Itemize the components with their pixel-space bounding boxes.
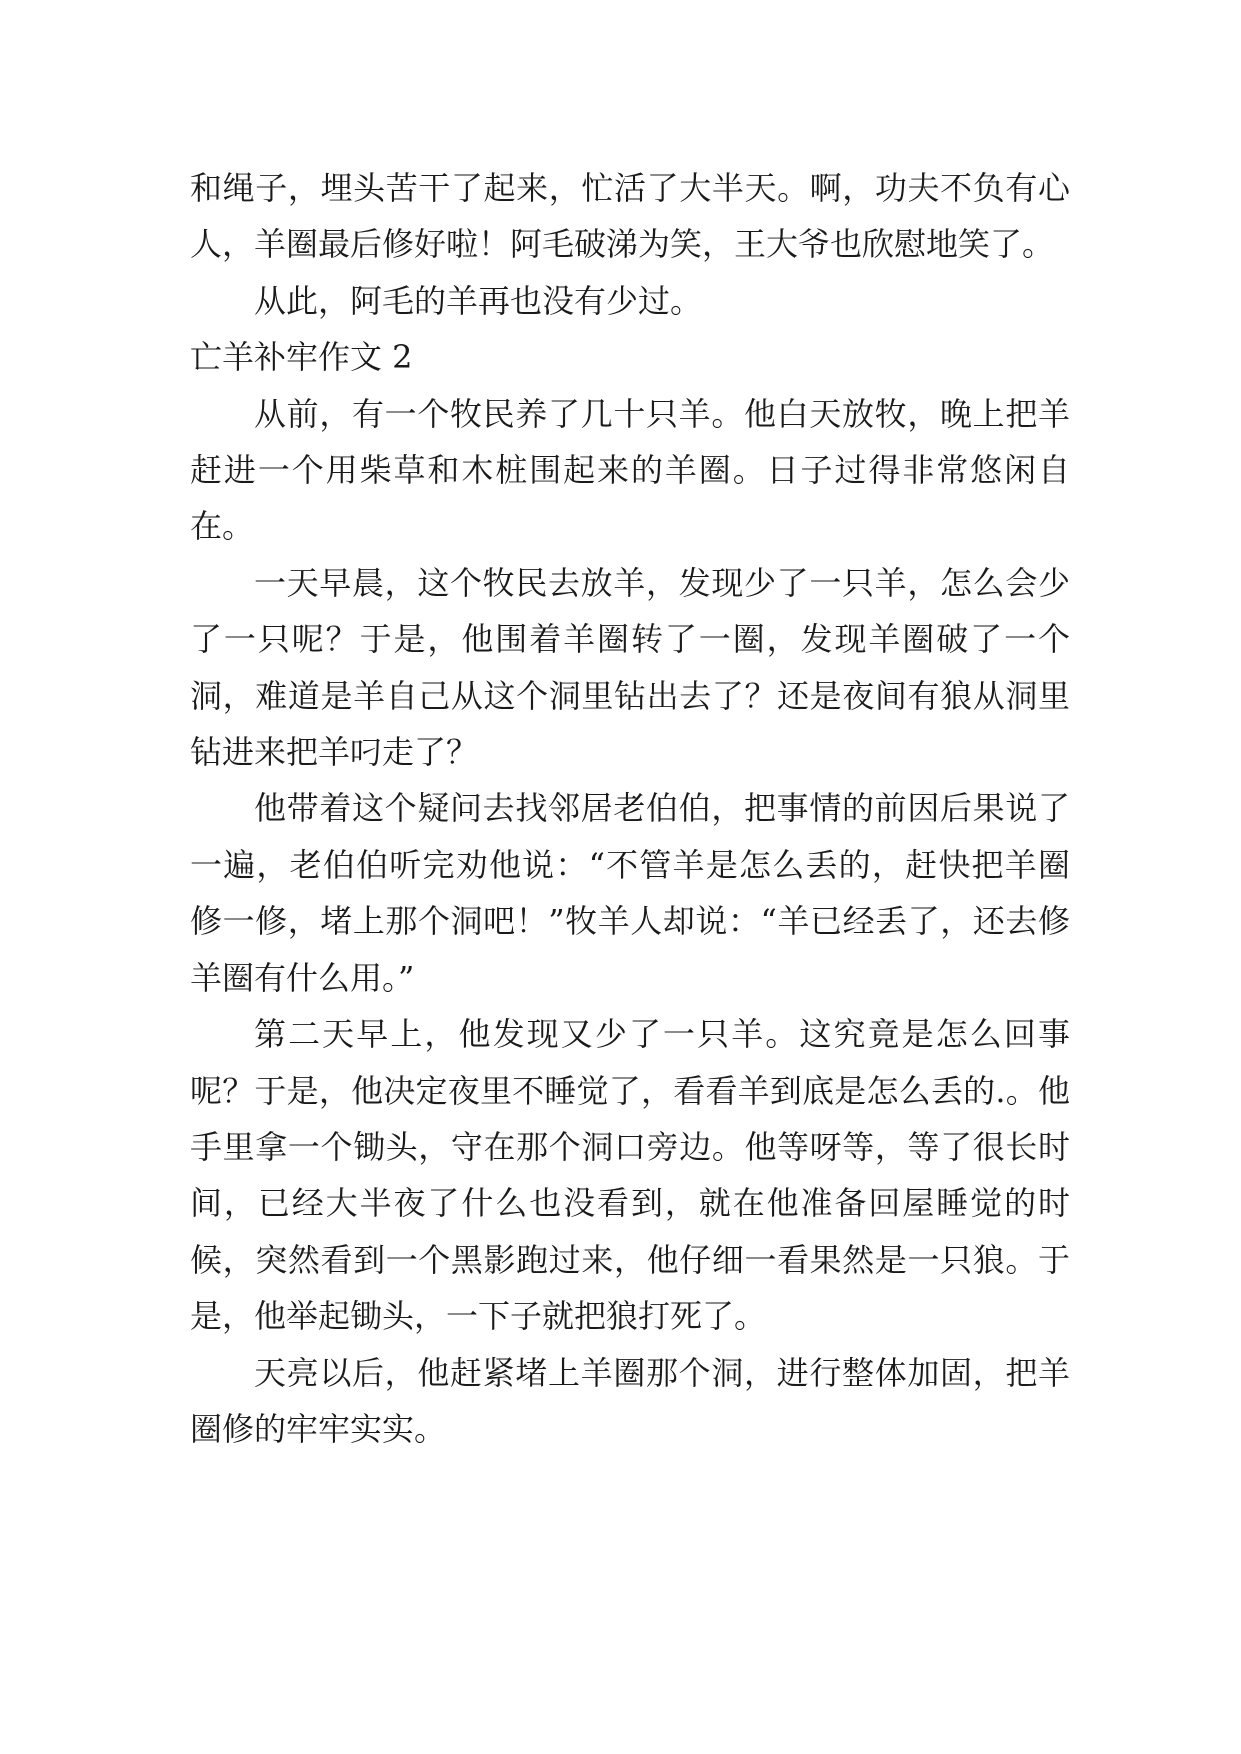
paragraph: 他带着这个疑问去找邻居老伯伯，把事情的前因后果说了一遍，老伯伯听完劝他说：“不管羊是怎么丢的，赶快把羊圈修一修，堵上那个洞吧！”牧羊人却说：“羊已经丢了，还去修羊圈有什么用。”	[190, 789, 1070, 997]
document-body	[190, 160, 1070, 1457]
paragraph: 从此，阿毛的羊再也没有少过。	[254, 281, 703, 320]
paragraph: 一天早晨，这个牧民去放羊，发现少了一只羊，怎么会少了一只呢？于是，他围着羊圈转了一圈，发现羊圈破了一个洞，难道是羊自己从这个洞里钻出去了？还是夜间有狼从洞里钻进来把羊叼走了？	[190, 563, 1070, 772]
section-heading: 亡羊补牢作文 2	[190, 338, 413, 377]
paragraph: 从前，有一个牧民养了几十只羊。他白天放牧，晚上把羊赶进一个用柴草和木桩围起来的羊圈。日子过得非常悠闲自在。	[190, 394, 1070, 546]
paragraph: 天亮以后，他赶紧堵上羊圈那个洞，进行整体加固，把羊圈修的牢牢实实。	[190, 1353, 1070, 1448]
paragraph: 第二天早上，他发现又少了一只羊。这究竟是怎么回事呢？于是，他决定夜里不睡觉了，看看羊到底是怎么丢的.。他手里拿一个锄头，守在那个洞口旁边。他等呀等，等了很长时间，已经大半夜了什么也没看到，就在他准备回屋睡觉的时候，突然看到一个黑影跑过来，他仔细一看果然是一只狼。于是，他举起锄头，一下子就把狼打死了。	[190, 1015, 1070, 1336]
paragraph-continued: 和绳子，埋头苦干了起来，忙活了大半天。啊，功夫不负有心人，羊圈最后修好啦！阿毛破涕为笑，王大爷也欣慰地笑了。	[190, 169, 1070, 264]
